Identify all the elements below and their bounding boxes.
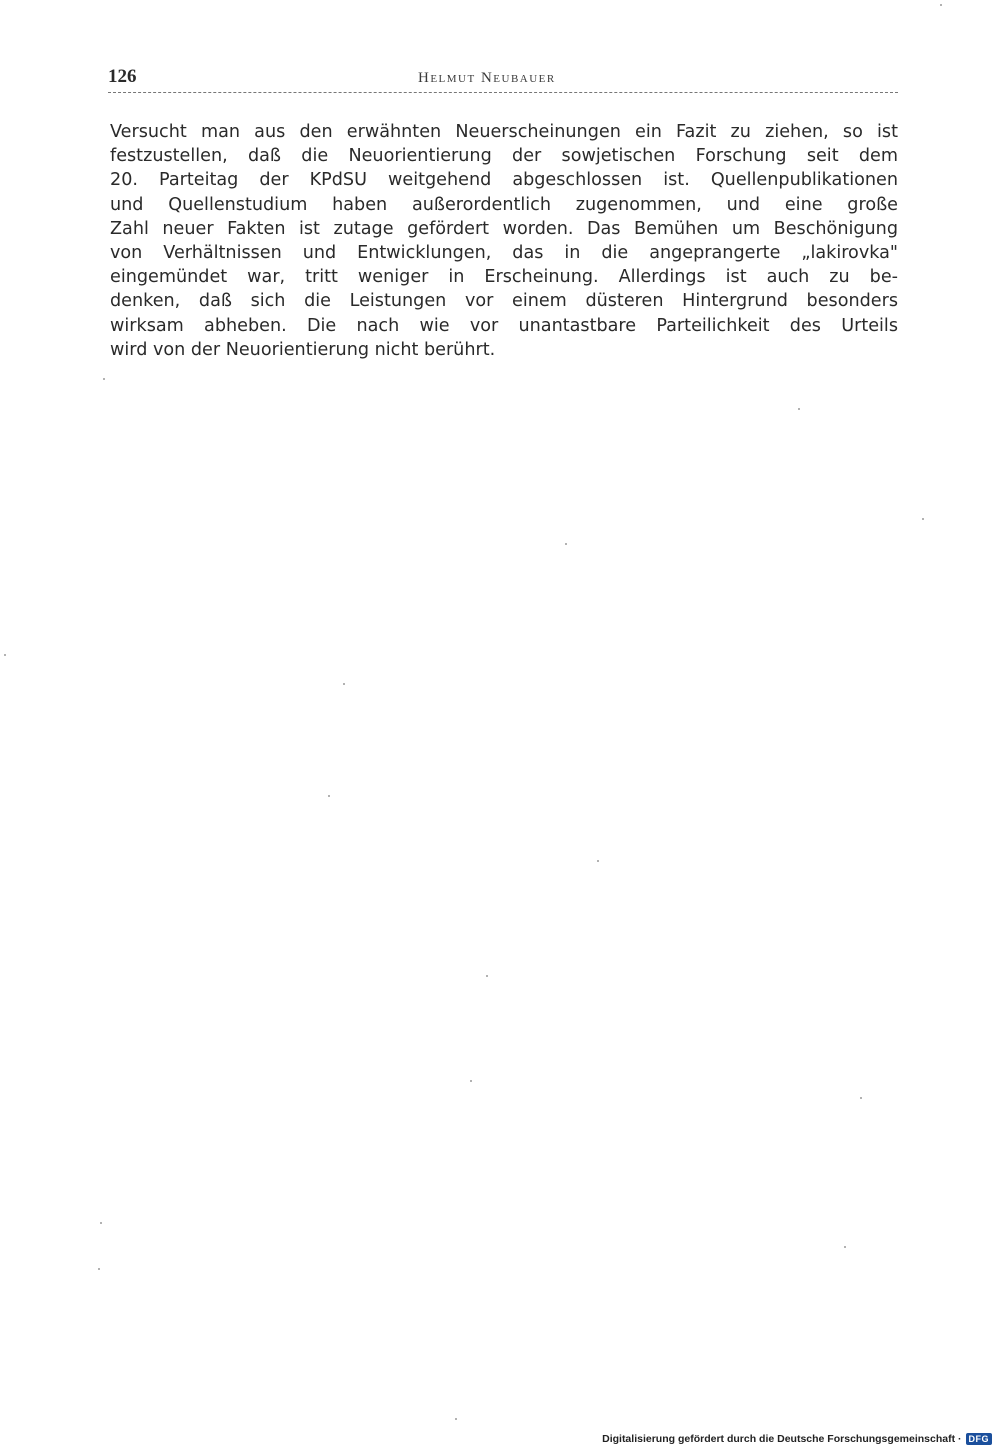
scan-speck bbox=[565, 543, 567, 545]
scan-speck bbox=[98, 1268, 100, 1270]
text-line: 20. Parteitag der KPdSU weitgehend abgeschlossen ist. Quellenpublikationen bbox=[110, 170, 898, 191]
body-paragraph bbox=[110, 120, 898, 362]
scan-speck bbox=[597, 860, 599, 862]
scan-speck bbox=[844, 1246, 846, 1248]
dfg-logo-icon: DFG bbox=[966, 1433, 993, 1445]
page-number: 126 bbox=[108, 66, 137, 87]
scan-speck bbox=[4, 654, 6, 656]
scan-speck bbox=[798, 408, 800, 410]
scan-speck bbox=[455, 1418, 457, 1420]
scan-speck bbox=[940, 4, 942, 6]
text-line: Zahl neuer Fakten ist zutage gefördert worden. Das Bemühen um Beschönigung bbox=[110, 218, 898, 239]
scan-speck bbox=[328, 795, 330, 797]
text-line: denken, daß sich die Leistungen vor einem düsteren Hintergrund besonders bbox=[110, 291, 898, 312]
text-line: Versucht man aus den erwähnten Neuerscheinungen ein Fazit zu ziehen, so ist bbox=[110, 122, 898, 142]
scan-speck bbox=[470, 1080, 472, 1082]
digitization-footer bbox=[602, 1433, 992, 1445]
scan-speck bbox=[100, 1222, 102, 1224]
text-line: von Verhältnissen und Entwicklungen, das in die angeprangerte „lakirovka" bbox=[110, 243, 898, 264]
scan-speck bbox=[486, 975, 488, 977]
running-head: Helmut Neubauer bbox=[418, 70, 556, 86]
text-line: eingemündet war, tritt weniger in Erscheinung. Allerdings ist auch zu be- bbox=[110, 267, 898, 288]
scan-speck bbox=[922, 518, 924, 520]
scan-speck bbox=[103, 378, 105, 380]
scan-speck bbox=[860, 1097, 862, 1099]
scan-speck bbox=[343, 683, 345, 685]
text-line: wird von der Neuorientierung nicht berührt. bbox=[110, 339, 496, 360]
page-header bbox=[108, 66, 898, 94]
text-line: wirksam abheben. Die nach wie vor unantastbare Parteilichkeit des Urteils bbox=[110, 315, 898, 336]
text-line: festzustellen, daß die Neuorientierung der sowjetischen Forschung seit dem bbox=[110, 146, 898, 167]
header-rule bbox=[108, 92, 898, 93]
footer-credit: Digitalisierung gefördert durch die Deutsche Forschungsgemeinschaft · bbox=[602, 1433, 962, 1445]
text-line: und Quellenstudium haben außerordentlich zugenommen, und eine große bbox=[110, 194, 898, 215]
